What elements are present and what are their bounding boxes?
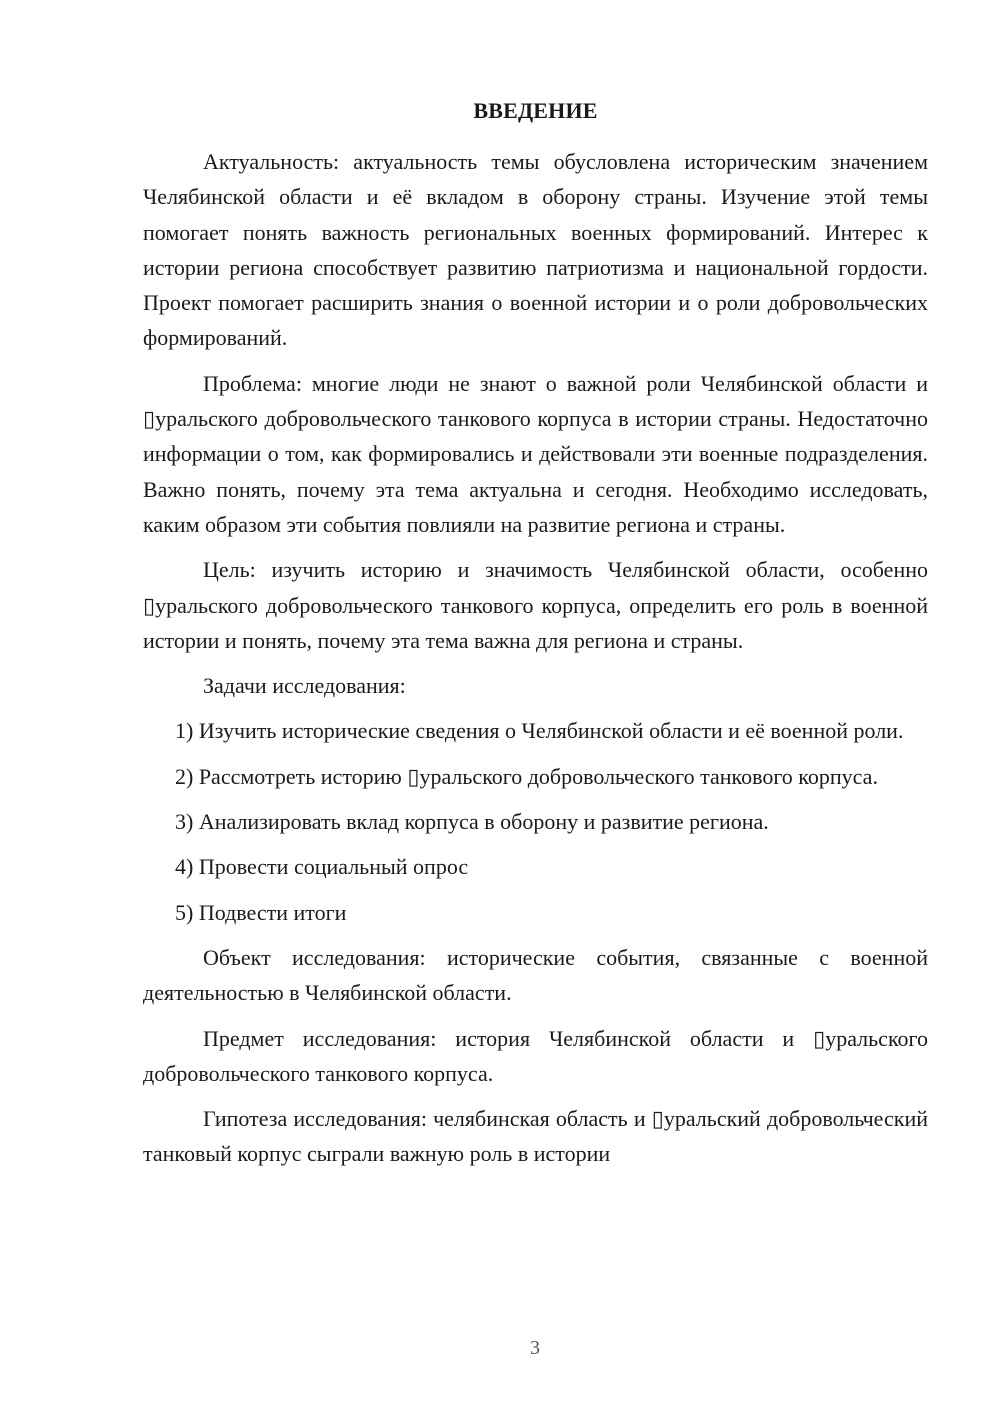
page-content (143, 96, 928, 1182)
paragraph-hypothesis: Гипотеза исследования: челябинская область и ▯уральский добровольческий танковый корпус сыграли важную роль в истории (143, 1106, 928, 1167)
paragraph-subject: Предмет исследования: история Челябинской области и ▯уральского добровольческого танкового корпуса. (143, 1025, 928, 1086)
page-number: 3 (530, 1337, 540, 1359)
task-item-5: 5) Подвести итоги (175, 899, 347, 925)
paragraph-object: Объект исследования: исторические события, связанные с военной деятельностью в Челябинской области. (143, 944, 928, 1006)
section-heading: ВВЕДЕНИЕ (473, 98, 598, 123)
task-item-2: 2) Рассмотреть историю ▯уральского добровольческого танкового корпуса. (175, 763, 878, 789)
tasks-title: Задачи исследования: (203, 673, 406, 699)
paragraph-goal: Цель: изучить историю и значимость Челябинской области, особенно ▯уральского добровольческого танкового корпуса, определить его роль в военной истории и понять, почему эта тема важна для региона и страны. (143, 557, 928, 653)
task-item-4: 4) Провести социальный опрос (175, 854, 469, 880)
task-item-1: 1) Изучить исторические сведения о Челябинской области и её военной роли. (175, 718, 904, 744)
task-item-3: 3) Анализировать вклад корпуса в оборону и развитие региона. (175, 809, 769, 835)
paragraph-relevance: Актуальность: актуальность темы обусловлена историческим значением Челябинской области и её вкладом в оборону страны. Изучение этой темы помогает понять важность региональных военных формирований. Интерес к истории региона способствует развитию патриотизма и национальной гордости. Проект помогает расширить знания о военной истории и о роли добровольческих формирований. (143, 149, 928, 351)
paragraph-problem: Проблема: многие люди не знают о важной роли Челябинской области и ▯уральского добровольческого танкового корпуса в истории страны. Недостаточно информации о том, как формировались и действовали эти военные подразделения. Важно понять, почему эта тема актуальна и сегодня. Необходимо исследовать, каким образом эти события повлияли на развитие региона и страны. (143, 370, 928, 537)
